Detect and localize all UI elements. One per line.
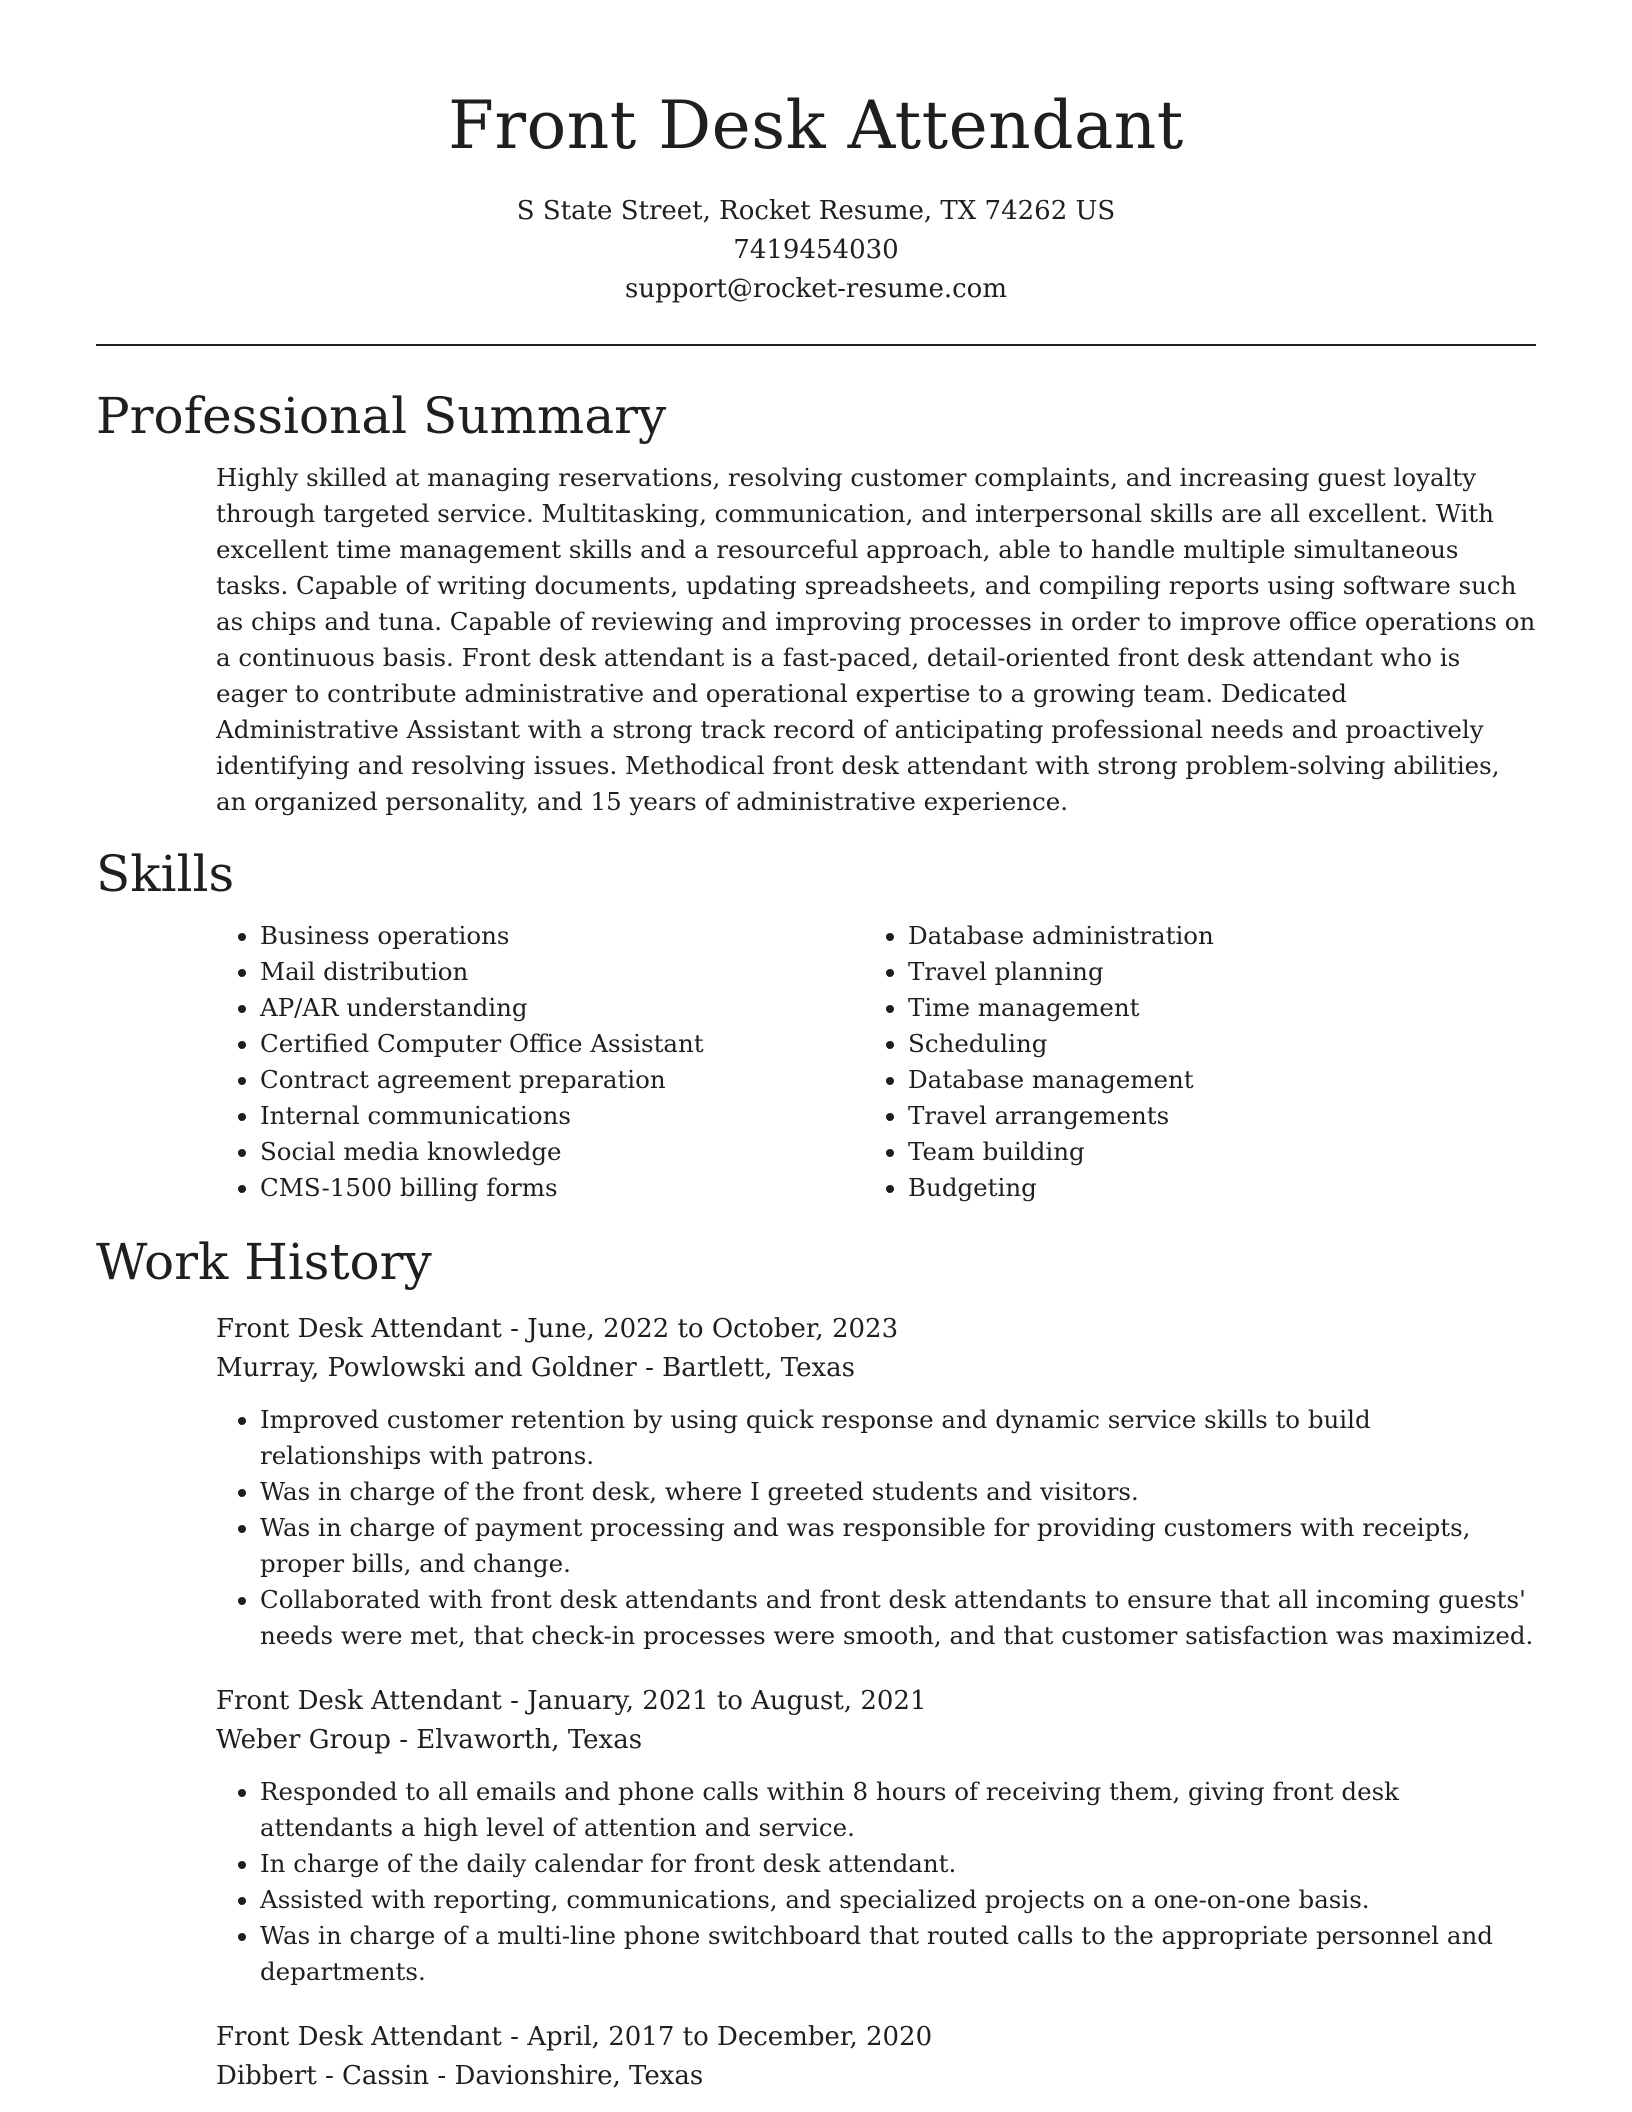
skill-item: • Social media knowledge xyxy=(260,1134,864,1170)
separator: - xyxy=(501,1314,528,1344)
job-company-line xyxy=(216,2057,1536,2096)
job-title-line xyxy=(216,1310,1536,1349)
skill-item: • Database management xyxy=(908,1062,1536,1098)
contact-email: support@rocket-resume.com xyxy=(624,274,1007,304)
job-dates: June, 2022 to October, 2023 xyxy=(527,1314,899,1344)
skill-item: • CMS-1500 billing forms xyxy=(260,1170,864,1206)
skill-item: • Internal communications xyxy=(260,1098,864,1134)
job-bullet: • Collaborated with front desk attendants and front desk attendants to ensure that all incoming guests' needs were met, that check-in processes were smooth, and that customer satisfaction was maximized. xyxy=(260,1582,1536,1654)
summary-heading: Professional Summary xyxy=(96,387,667,445)
separator: - xyxy=(390,1725,417,1755)
job-title: Front Desk Attendant xyxy=(216,2022,502,2052)
job-bullet: • Responded to all emails and phone calls within 8 hours of receiving them, giving front desk attendants a high level of attention and service. xyxy=(260,1774,1536,1846)
contact-address: S State Street, Rocket Resume, TX 74262 US xyxy=(516,196,1116,226)
skill-item: • Travel arrangements xyxy=(908,1098,1536,1134)
job-entry xyxy=(216,1682,1536,1990)
job-company-line xyxy=(216,1349,1536,1388)
work-history-heading: Work History xyxy=(96,1233,432,1291)
resume-header xyxy=(96,0,1536,309)
separator: - xyxy=(429,2061,455,2091)
separator: - xyxy=(501,2022,528,2052)
job-dates: January, 2021 to August, 2021 xyxy=(527,1686,927,1716)
job-title-line xyxy=(216,1682,1536,1721)
job-title: Front Desk Attendant xyxy=(216,1686,502,1716)
skills-list xyxy=(216,918,1536,1206)
job-bullet: • Assisted with reporting, communications, and specialized projects on a one-on-one basis. xyxy=(260,1882,1536,1918)
job-bullet: • Was in charge of the front desk, where I greeted students and visitors. xyxy=(260,1474,1536,1510)
job-company: Dibbert - Cassin xyxy=(216,2061,430,2091)
skill-item: • Budgeting xyxy=(908,1170,1536,1206)
skill-item: • AP/AR understanding xyxy=(260,990,864,1026)
skill-item: • Scheduling xyxy=(908,1026,1536,1062)
job-location: Bartlett, Texas xyxy=(662,1353,856,1383)
job-bullet: • Improved customer retention by using quick response and dynamic service skills to build relationships with patrons. xyxy=(260,1402,1536,1474)
job-location: Elvaworth, Texas xyxy=(416,1725,643,1755)
job-entry xyxy=(216,2018,1536,2096)
candidate-name: Front Desk Attendant xyxy=(448,87,1184,164)
skill-item: • Team building xyxy=(908,1134,1536,1170)
separator: - xyxy=(501,1686,528,1716)
job-location: Davionshire, Texas xyxy=(454,2061,704,2091)
job-title-line xyxy=(216,2018,1536,2057)
job-bullet: • In charge of the daily calendar for front desk attendant. xyxy=(260,1846,1536,1882)
skill-item: • Time management xyxy=(908,990,1536,1026)
skill-item: • Mail distribution xyxy=(260,954,864,990)
contact-info xyxy=(96,192,1536,309)
job-bullet: • Was in charge of payment processing and was responsible for providing customers with receipts, proper bills, and change. xyxy=(260,1510,1536,1582)
job-title: Front Desk Attendant xyxy=(216,1314,502,1344)
skill-item: • Contract agreement preparation xyxy=(260,1062,864,1098)
job-bullets xyxy=(216,1402,1536,1654)
skills-column-left xyxy=(216,918,864,1206)
skill-item: • Travel planning xyxy=(908,954,1536,990)
job-company: Weber Group xyxy=(216,1725,391,1755)
contact-phone: 7419454030 xyxy=(733,235,899,265)
skill-item: • Certified Computer Office Assistant xyxy=(260,1026,864,1062)
skill-item: • Business operations xyxy=(260,918,864,954)
summary-text: Highly skilled at managing reservations, resolving customer complaints, and increasing guest loyalty through targeted service. Multitasking, communication, and interpersonal skills are all excellent. With excellent time management skills and a resourceful approach, able to handle multiple simultaneous tasks. Capable of writing documents, updating spreadsheets, and compiling reports using software such as chips and tuna. Capable of reviewing and improving processes in order to improve office operations on a continuous basis. Front desk attendant is a fast-paced, detail-oriented front desk attendant who is eager to contribute administrative and operational expertise to a growing team. Dedicated Administrative Assistant with a strong track record of anticipating professional needs and proactively identifying and resolving issues. Methodical front desk attendant with strong problem-solving abilities, an organized personality, and 15 years of administrative experience. xyxy=(216,463,1536,816)
skill-item: • Database administration xyxy=(908,918,1536,954)
job-company-line xyxy=(216,1721,1536,1760)
skills-heading: Skills xyxy=(96,845,235,903)
job-bullets xyxy=(216,1774,1536,1990)
skills-column-right xyxy=(864,918,1536,1206)
resume-page xyxy=(96,0,1536,2096)
job-dates: April, 2017 to December, 2020 xyxy=(527,2022,933,2052)
job-entry xyxy=(216,1310,1536,1654)
job-company: Murray, Powlowski and Goldner xyxy=(216,1353,637,1383)
separator: - xyxy=(636,1353,663,1383)
header-divider xyxy=(96,344,1536,346)
job-bullet: • Was in charge of a multi-line phone switchboard that routed calls to the appropriate personnel and departments. xyxy=(260,1918,1536,1990)
